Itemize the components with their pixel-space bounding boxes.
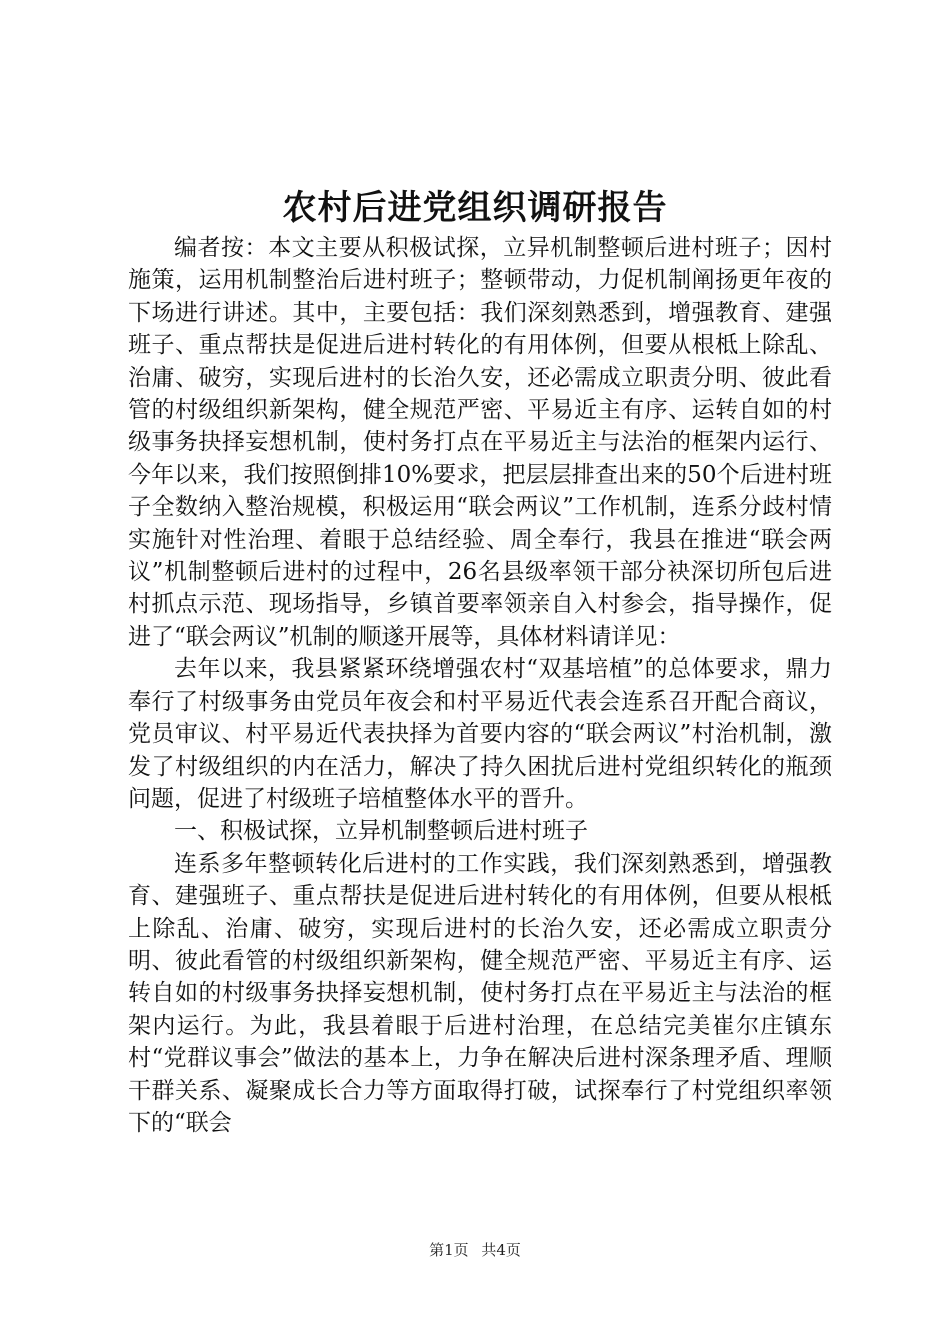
- page-number: 第1页: [429, 1241, 469, 1259]
- document-body: [128, 232, 832, 1139]
- page-footer: [0, 1240, 950, 1260]
- section-heading: 一、积极试探，立异机制整顿后进村班子: [174, 818, 588, 845]
- editor-note-paragraph: 编者按：本文主要从积极试探，立异机制整顿后进村班子；因村施策，运用机制整治后进村班子；整顿带动，力促机制阐扬更年夜的下场进行讲述。其中，主要包括：我们深刻熟悉到，增强教育、建强班子、重点帮扶是促进后进村转化的有用体例，但要从根柢上除乱、治庸、破穷，实现后进村的长治久安，还必需成立职责分明、彼此看管的村级组织新架构，健全规范严密、平易近主有序、运转自如的村级事务抉择妄想机制，使村务打点在平易近主与法治的框架内运行、今年以来，我们按照倒排10%要求，把层层排查出来的50个后进村班子全数纳入整治规模，积极运用“联会两议”工作机制，连系分歧村情实施针对性治理、着眼于总结经验、周全奉行，我县在推进“联会两议”机制整顿后进村的过程中，26名县级率领干部分袂深切所包后进村抓点示范、现场指导，乡镇首要率领亲自入村参会，指导操作，促进了“联会两议”机制的顺遂开展等，具体材料请详见：: [128, 235, 832, 650]
- section-paragraph: 连系多年整顿转化后进村的工作实践，我们深刻熟悉到，增强教育、建强班子、重点帮扶是促进后进村转化的有用体例，但要从根柢上除乱、治庸、破穷，实现后进村的长治久安，还必需成立职责分明、彼此看管的村级组织新架构，健全规范严密、平易近主有序、运转自如的村级事务抉择妄想机制，使村务打点在平易近主与法治的框架内运行。为此，我县着眼于后进村治理，在总结完美崔尔庄镇东村“党群议事会”做法的基本上，力争在解决后进村深条理矛盾、理顺干群关系、凝聚成长合力等方面取得打破，试探奉行了村党组织率领下的“联会: [128, 850, 832, 1136]
- page-total: 共4页: [481, 1241, 521, 1259]
- intro-paragraph: 去年以来，我县紧紧环绕增强农村“双基培植”的总体要求，鼎力奉行了村级事务由党员年夜会和村平易近代表会连系召开配合商议，党员审议、村平易近代表抉择为首要内容的“联会两议”村治机制，激发了村级组织的内在活力，解决了持久困扰后进村党组织转化的瓶颈问题，促进了村级班子培植整体水平的晋升。: [128, 656, 832, 812]
- document-title: 农村后进党组织调研报告: [282, 188, 668, 228]
